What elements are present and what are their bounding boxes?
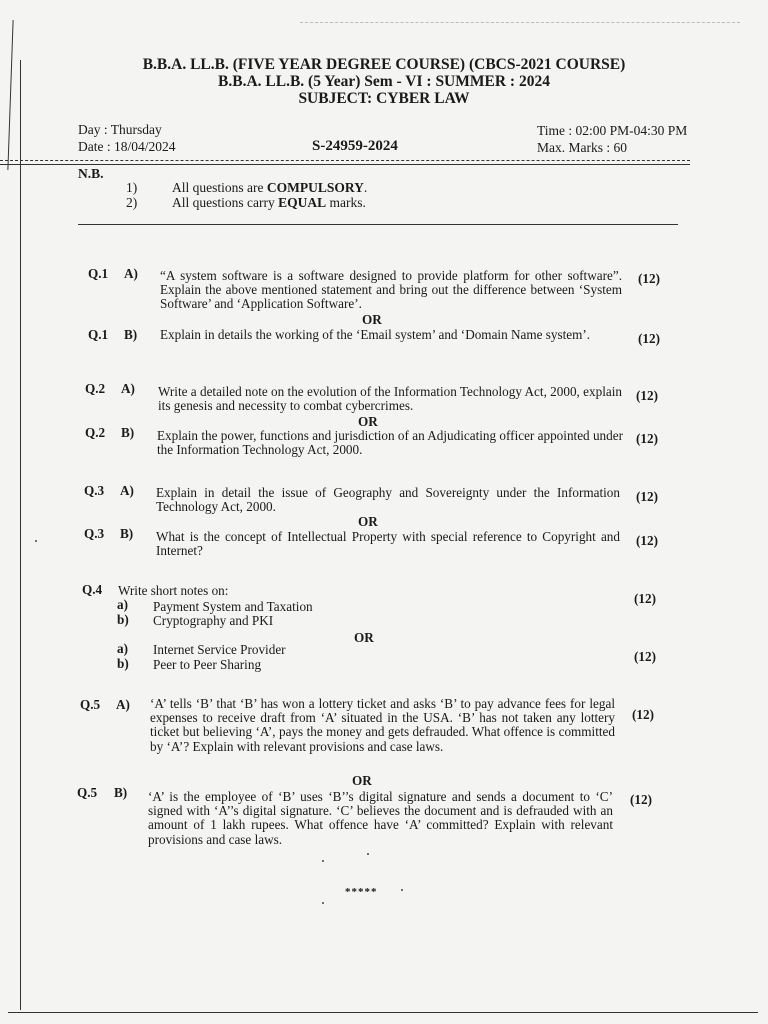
or-separator: OR (358, 514, 378, 529)
question-part: A) (121, 381, 135, 396)
subpart-letter: a) (117, 641, 128, 656)
scan-speck (367, 853, 369, 855)
nb-item-number: 1) (126, 180, 138, 195)
scan-speck (401, 889, 403, 891)
paper-code: S-24959-2024 (312, 138, 398, 154)
question-marks: (12) (638, 271, 660, 286)
subject-title: SUBJECT: CYBER LAW (298, 90, 470, 107)
top-faint-line (300, 22, 740, 23)
question-marks: (12) (634, 591, 656, 606)
question-marks: (12) (636, 388, 658, 403)
or-separator: OR (352, 773, 372, 788)
nb-item (126, 195, 526, 211)
nb-item-text: All questions carry EQUAL marks. (172, 195, 366, 210)
nb-item-number: 2) (126, 195, 138, 210)
question-number: Q.2 (85, 381, 106, 396)
question-text: ‘A’ is the employee of ‘B’ uses ‘B’’s digital signature and sends a document to ‘C’ signed with ‘A’’s digital signature. ‘C’ believes the document and is defrauded with an amount of 1 lakh rupees. What offence have ‘A’ committed? Explain with relevant provisions and case laws. (148, 789, 613, 847)
question-part: B) (114, 785, 128, 800)
question-part: B) (124, 327, 138, 342)
question-number: Q.2 (85, 425, 106, 440)
question-text: ‘A’ tells ‘B’ that ‘B’ has won a lottery ticket and asks ‘B’ to pay advance fees for legal expenses to receive draft from ‘A’ situated in the USA. ‘B’ has not taken any lottery ticket but believing ‘A’, pays the money and gets defrauded. What offence is committed by ‘A’? Explain with relevant provisions and case laws. (150, 696, 615, 754)
question-text: What is the concept of Intellectual Property with special reference to Copyright and Internet? (156, 529, 620, 559)
scan-speck (322, 902, 324, 904)
question-number: Q.1 (88, 327, 109, 342)
question-text: Explain in detail the issue of Geography and Sovereignty under the Information Technology Act, 2000. (156, 485, 620, 515)
subpart-letter: b) (117, 656, 129, 671)
scan-edge-line (20, 60, 21, 1010)
question-number: Q.3 (84, 483, 105, 498)
nb-divider (78, 224, 678, 225)
subpart-letter: a) (117, 597, 128, 612)
or-separator: OR (358, 414, 378, 429)
question-part: A) (116, 697, 130, 712)
header-divider (0, 160, 690, 161)
subpart-text: Internet Service Provider (153, 642, 286, 657)
or-separator: OR (362, 312, 382, 327)
max-marks: Max. Marks : 60 (537, 140, 627, 155)
question-marks: (12) (632, 707, 654, 722)
question-marks: (12) (630, 792, 652, 807)
end-of-paper-stars: ***** (345, 886, 378, 898)
scan-edge-line (8, 1012, 758, 1013)
question-text: Explain the power, functions and jurisdiction of an Adjudicating officer appointed under the Information Technology Act, 2000. (157, 428, 623, 458)
nb-item (126, 180, 526, 196)
header-divider-solid (0, 164, 690, 165)
question-part: A) (120, 483, 134, 498)
exam-time: Time : 02:00 PM-04:30 PM (537, 123, 688, 138)
question-marks: (12) (636, 431, 658, 446)
question-part: B) (120, 526, 134, 541)
subpart-text: Cryptography and PKI (153, 613, 274, 628)
exam-day: Day : Thursday (78, 122, 162, 137)
question-heading: Write short notes on: (118, 583, 229, 598)
or-separator: OR (354, 630, 374, 645)
subpart-letter: b) (117, 612, 129, 627)
nb-item-text: All questions are COMPULSORY. (172, 180, 368, 195)
question-marks: (12) (636, 489, 658, 504)
question-number: Q.5 (77, 785, 98, 800)
question-marks: (12) (638, 331, 660, 346)
question-number: Q.5 (80, 697, 101, 712)
question-number: Q.3 (84, 526, 105, 541)
question-text: “A system software is a software designed to provide platform for other software”. Explain the above mentioned statement and bring out the difference between ‘System Software’ and ‘Application Software’. (160, 268, 622, 312)
question-marks: (12) (636, 533, 658, 548)
question-text: Write a detailed note on the evolution of the Information Technology Act, 2000, explain its genesis and necessity to combat cybercrimes. (158, 384, 622, 414)
question-part: B) (121, 425, 135, 440)
question-number: Q.4 (82, 582, 103, 597)
semester-title: B.B.A. LL.B. (5 Year) Sem - VI : SUMMER : 2024 (218, 73, 550, 90)
question-marks: (12) (634, 649, 656, 664)
subpart-text: Peer to Peer Sharing (153, 657, 262, 672)
course-title: B.B.A. LL.B. (FIVE YEAR DEGREE COURSE) (CBCS-2021 COURSE) (142, 56, 626, 73)
scan-speck (35, 540, 37, 542)
question-text: Explain in details the working of the ‘Email system’ and ‘Domain Name system’. (160, 327, 591, 342)
question-number: Q.1 (88, 266, 109, 281)
question-part: A) (124, 266, 138, 281)
subpart-text: Payment System and Taxation (153, 599, 313, 614)
nb-label: N.B. (78, 166, 104, 181)
exam-date: Date : 18/04/2024 (78, 139, 176, 154)
scan-speck (322, 860, 324, 862)
